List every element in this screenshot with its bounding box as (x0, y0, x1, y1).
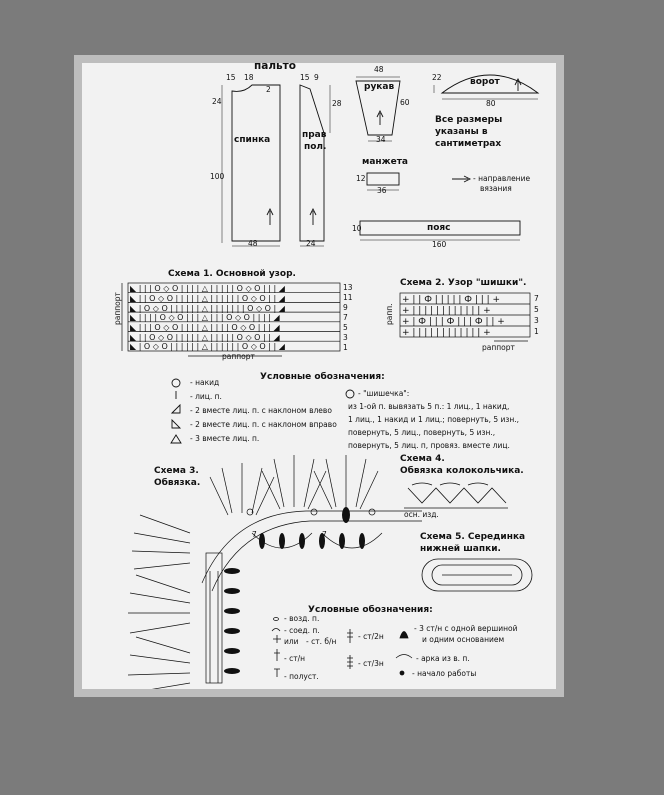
scheme3-leaves (224, 507, 365, 674)
scheme1-rapport-side: раппорт (113, 292, 122, 325)
legend-item: и одним основанием (422, 635, 505, 644)
start-icon (400, 671, 404, 675)
legend-item: - ст. б/н (306, 637, 337, 646)
dim-label: 48 (374, 65, 384, 74)
dim-label: 36 (377, 186, 387, 195)
row-number: 7 (534, 294, 539, 303)
dim-label: 100 (210, 172, 225, 181)
legend1-title: Условные обозначения: (260, 372, 385, 382)
scheme5-title: Схема 5. Серединка (420, 532, 526, 542)
row-number: 11 (343, 293, 353, 302)
front-label: пол. (304, 142, 327, 152)
direction-note: - направление (473, 174, 531, 183)
direction-arrow-icon (310, 209, 316, 225)
sleeve-label: рукав (364, 82, 395, 92)
yarn-over-icon (172, 379, 180, 387)
svg-text:+ | | Ф | | | | | Ф | | | +: + | | Ф | | | | | Ф | | | + (402, 295, 501, 305)
svg-text:◣ | | | О ◇ О | | | | △ | | |: ◣ | | | О ◇ О | | | | △ | | | | | О ◇ О | | | ◢ (130, 284, 285, 293)
legend-item: или (284, 637, 299, 646)
legend-text: из 1-ой п. вывязать 5 п.: 1 лиц., 1 накид, (348, 402, 510, 411)
svg-text:◣ | | О ◇ О | | | | | △ | | |: ◣ | | О ◇ О | | | | | △ | | | | | | О ◇ О | | ◢ (130, 294, 285, 303)
direction-arrow-icon (452, 176, 470, 182)
row-number: 13 (343, 283, 353, 292)
legend-item: - ст/2н (358, 632, 384, 641)
dim-label: 34 (376, 135, 386, 144)
row-number: 3 (534, 316, 539, 325)
svg-text:+ | Ф | | | Ф | | | Ф | | +: + | Ф | | | Ф | | | Ф | | + (402, 317, 505, 327)
scheme4-base: осн. изд. (404, 510, 439, 519)
dim-label: 24 (306, 239, 316, 248)
legend-item: - 2 вместе лиц. п. с наклоном влево (190, 406, 332, 415)
legend-item: - 3 вместе лиц. п. (190, 434, 260, 443)
legend-item: - возд. п. (284, 614, 320, 623)
legend-item: - 2 вместе лиц. п. с наклоном вправо (190, 420, 337, 429)
k3tog-icon (171, 435, 181, 443)
bobble-icon (346, 390, 354, 398)
cuff-label: манжета (362, 157, 408, 167)
back-label: спинка (234, 135, 271, 145)
sc-icon (273, 635, 281, 643)
scheme1-rapport-bottom: раппорт (222, 352, 255, 361)
k2tog-right-icon (172, 420, 180, 428)
dim-label: 2 (266, 85, 271, 94)
dtr-icon (347, 655, 353, 669)
legend-text: повернуть, 5 лиц., повернуть, 5 изн., (348, 428, 496, 437)
dim-label: 28 (332, 99, 342, 108)
cluster-icon (400, 632, 408, 639)
svg-text:+ | | | | | | | | | | | | +: + | | | | | | | | | | | | + (402, 306, 491, 316)
legend-item: - ст/н (284, 654, 306, 663)
dim-label: 80 (486, 99, 496, 108)
dim-label: 22 (432, 73, 442, 82)
back-pattern-shape (232, 85, 280, 241)
svg-text:◣ | О ◇ О | | | | | | △ | | |: ◣ | О ◇ О | | | | | | △ | | | | | | О ◇ О | | ◢ (130, 342, 285, 351)
dc-icon (274, 649, 280, 661)
scheme5-oval (422, 559, 532, 591)
direction-arrow-icon (267, 209, 273, 225)
row-number: 3 (343, 333, 348, 342)
belt-label: пояс (427, 223, 451, 233)
dim-label: 10 (352, 224, 362, 233)
dim-label: 15 (300, 73, 310, 82)
scheme-number: 7 (252, 530, 257, 539)
scheme3-title: Схема 3. (154, 466, 199, 476)
legend2-title: Условные обозначения: (308, 605, 433, 615)
scheme3-title: Обвязка. (154, 478, 201, 488)
svg-text:◣ | | О ◇ О | | | | | △ | | |: ◣ | | О ◇ О | | | | | △ | | | | | О ◇ О | | ◢ (130, 333, 280, 342)
coat-title: пальто (254, 63, 296, 72)
dim-label: 48 (248, 239, 258, 248)
dim-label: 15 (226, 73, 236, 82)
scheme3-edging (128, 455, 422, 689)
legend-item: - 3 ст/н с одной вершиной (414, 624, 518, 633)
row-number: 7 (343, 313, 348, 322)
image-frame (74, 55, 564, 697)
scheme2-title: Схема 2. Узор "шишки". (400, 278, 527, 288)
sizes-note: сантиметрах (435, 139, 502, 149)
legend-text: повернуть, 5 лиц. п, провяз. вместе лиц. (348, 441, 510, 450)
scheme1-symbols (130, 284, 286, 351)
collar-label: ворот (470, 77, 500, 87)
dim-label: 9 (314, 73, 319, 82)
svg-text:◣ | О ◇ О | | | | | | △ | | |: ◣ | О ◇ О | | | | | | △ | | | | | | | О ◇ О | ◢ (130, 304, 285, 313)
k2tog-left-icon (172, 405, 180, 413)
scheme5-title: нижней шапки. (420, 544, 501, 554)
legend-item: - соед. п. (284, 626, 320, 635)
sizes-note: Все размеры (435, 115, 503, 125)
scheme2-rapport-bottom: раппорт (482, 343, 515, 352)
cuff-pattern-shape (367, 173, 399, 185)
legend-item: - "шишечка": (358, 389, 410, 398)
dim-label: 12 (356, 174, 366, 183)
tr-icon (347, 629, 353, 643)
dim-label: 160 (432, 240, 447, 249)
row-number: 1 (534, 327, 539, 336)
legend-text: 1 лиц., 1 накид и 1 лиц.; повернуть, 5 изн., (348, 415, 520, 424)
scheme4-title: Схема 4. (400, 454, 445, 464)
sizes-note: указаны в (435, 127, 488, 137)
svg-text:◣ | | | | О ◇ О | | | △ | | |: ◣ | | | | О ◇ О | | | △ | | | О ◇ О | | | | ◢ (130, 313, 280, 322)
row-number: 1 (343, 343, 348, 352)
chain-icon (274, 618, 279, 621)
front-label: прав (302, 130, 327, 140)
legend-item: - накид (190, 378, 220, 387)
start-marker (342, 507, 350, 523)
direction-note: вязания (480, 184, 512, 193)
row-number: 5 (343, 323, 348, 332)
magazine-page (82, 63, 556, 689)
hdc-icon (274, 669, 280, 677)
slip-stitch-icon (272, 629, 280, 632)
legend-item: - начало работы (412, 669, 477, 678)
scheme4-title: Обвязка колокольчика. (400, 466, 524, 476)
row-number: 9 (343, 303, 348, 312)
scheme2-symbols (402, 295, 505, 338)
svg-text:+ | | | | | | | | | | | | +: + | | | | | | | | | | | | + (402, 328, 491, 338)
front-pattern-shape (300, 85, 327, 241)
legend-item: - лиц. п. (190, 392, 222, 401)
scheme2-rapport-side: рапп. (385, 303, 394, 325)
dim-label: 60 (400, 98, 410, 107)
dim-label: 24 (212, 97, 222, 106)
legend-item: - ст/3н (358, 659, 384, 668)
row-number: 5 (534, 305, 539, 314)
legend-item: - полуст. (284, 672, 319, 681)
dim-label: 18 (244, 73, 254, 82)
scheme-number: 7 (322, 530, 327, 539)
svg-text:◣ | | | О ◇ О | | | | △ | | |: ◣ | | | О ◇ О | | | | △ | | | | О ◇ О | | | ◢ (130, 323, 280, 332)
scheme4-bell-edging (404, 483, 508, 508)
scheme1-title: Схема 1. Основной узор. (168, 269, 296, 279)
direction-arrow-icon (377, 111, 383, 125)
arc-icon (396, 655, 412, 659)
legend-item: - арка из в. п. (416, 654, 470, 663)
